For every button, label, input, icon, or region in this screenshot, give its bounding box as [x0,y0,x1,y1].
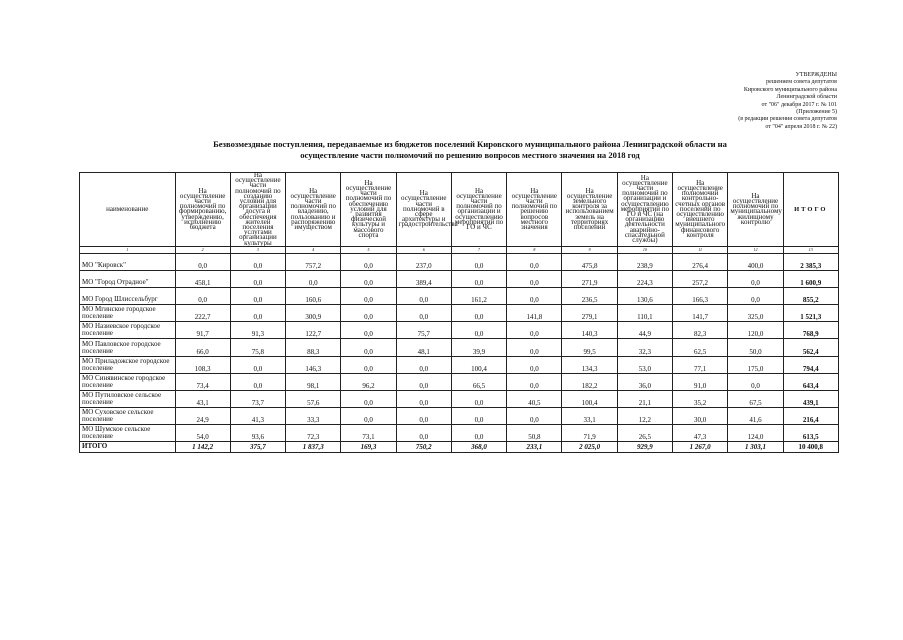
table-cell: 91,0 [673,373,728,390]
approval-line: (в редакции решения совета депутатов [738,116,837,123]
table-cell: 0,0 [341,407,396,424]
table-row [80,321,839,338]
table-cell: 0,0 [451,253,506,270]
table-cell: 0,0 [728,373,783,390]
table-cell: 0,0 [451,321,506,338]
total-cell: 233,1 [507,441,562,452]
table-cell: 33,3 [286,407,341,424]
column-header: На осуществление полномочий по муниципальному жилищному контролю [728,173,783,247]
column-number: 9 [562,246,617,253]
allocation-table [79,172,839,453]
table-cell: 0,0 [341,270,396,287]
table-cell: 0,0 [230,270,285,287]
column-header-total: ИТОГО [783,173,838,247]
table-cell: 175,0 [728,356,783,373]
table-cell: 26,5 [617,424,672,441]
settlement-name: МО Мгинское городское поселение [80,304,176,321]
table-row [80,390,839,407]
table-cell: 325,0 [728,304,783,321]
table-cell: 73,1 [341,424,396,441]
table-row [80,356,839,373]
column-number: 5 [341,246,396,253]
table-cell: 134,3 [562,356,617,373]
table-cell: 279,1 [562,304,617,321]
table-cell: 40,5 [507,390,562,407]
table-cell: 96,2 [341,373,396,390]
column-header: На осуществление части полномочий по созданию условий для организации досуга и обеспечения жителей поселения услугами организации культуры [230,173,285,247]
table-cell: 458,1 [175,270,230,287]
table-cell: 0,0 [230,304,285,321]
column-number: 8 [507,246,562,253]
row-total: 2 385,3 [783,253,838,270]
table-cell: 0,0 [175,287,230,304]
table-cell: 44,9 [617,321,672,338]
table-cell: 0,0 [507,338,562,356]
table-cell: 0,0 [230,287,285,304]
table-cell: 236,5 [562,287,617,304]
table-cell: 50,0 [728,338,783,356]
table-cell: 57,6 [286,390,341,407]
table-row [80,304,839,321]
table-cell: 47,3 [673,424,728,441]
column-number: 10 [617,246,672,253]
row-total: 216,4 [783,407,838,424]
row-total: 1 521,3 [783,304,838,321]
table-cell: 400,0 [728,253,783,270]
total-label: ИТОГО [80,441,176,452]
table-cell: 0,0 [341,390,396,407]
table-cell: 475,8 [562,253,617,270]
column-number: 4 [286,246,341,253]
approval-block [617,72,837,131]
table-cell: 0,0 [396,390,451,407]
table-cell: 122,7 [286,321,341,338]
table-row [80,253,839,270]
table-cell: 224,3 [617,270,672,287]
table-cell: 0,0 [728,270,783,287]
table-row [80,424,839,441]
column-number: 1 [80,246,176,253]
table-cell: 130,6 [617,287,672,304]
table-cell: 0,0 [286,270,341,287]
table-cell: 0,0 [341,253,396,270]
settlement-name: МО Суховское сельское поселение [80,407,176,424]
approval-line: от "04" апреля 2018 г. № 22) [765,123,837,130]
table-cell: 75,7 [396,321,451,338]
table-cell: 0,0 [451,304,506,321]
table-row [80,373,839,390]
column-number: 12 [728,246,783,253]
table-cell: 50,8 [507,424,562,441]
column-number: 13 [783,246,838,253]
table-cell: 53,0 [617,356,672,373]
table-cell: 0,0 [230,356,285,373]
total-cell: 1 837,3 [286,441,341,452]
table-cell: 66,5 [451,373,506,390]
table-cell: 73,7 [230,390,285,407]
table-cell: 0,0 [451,270,506,287]
total-row [80,441,839,452]
table-cell: 0,0 [507,407,562,424]
column-header: На осуществление земельного контроля за использованием земель на территориях поселений [562,173,617,247]
row-total: 613,5 [783,424,838,441]
table-cell: 0,0 [230,373,285,390]
column-header: На осуществление части полномочий по решению вопросов местного значения [507,173,562,247]
table-cell: 24,9 [175,407,230,424]
table-cell: 0,0 [507,321,562,338]
table-cell: 140,3 [562,321,617,338]
grand-total: 10 400,8 [783,441,838,452]
table-cell: 100,4 [451,356,506,373]
table-cell: 0,0 [396,407,451,424]
total-cell: 929,9 [617,441,672,452]
table-cell: 0,0 [396,356,451,373]
table-cell: 0,0 [507,253,562,270]
table-cell: 237,0 [396,253,451,270]
approval-line: Ленинградской области [776,94,837,101]
table-cell: 12,2 [617,407,672,424]
approval-line: решением совета депутатов [766,79,837,86]
table-cell: 120,0 [728,321,783,338]
table-row [80,287,839,304]
table-cell: 91,3 [230,321,285,338]
table-cell: 0,0 [507,270,562,287]
settlement-name: МО Синявинское городское поселение [80,373,176,390]
table-cell: 222,7 [175,304,230,321]
table-cell: 0,0 [230,253,285,270]
table-row [80,407,839,424]
table-cell: 300,9 [286,304,341,321]
total-cell: 1 142,2 [175,441,230,452]
table-cell: 0,0 [396,287,451,304]
approval-line: от "06" декабря 2017 г. № 101 [761,101,837,108]
table-cell: 21,1 [617,390,672,407]
table-cell: 88,3 [286,338,341,356]
settlement-name: МО Приладожское городское поселение [80,356,176,373]
table-cell: 0,0 [396,304,451,321]
column-header: На осуществление части полномочий по обеспечению условий для развития физической культуры и массового спорта [341,173,396,247]
column-header: На осуществление части полномочий по организации и осуществлению мероприятий по ГО и ЧС [451,173,506,247]
row-total: 1 600,9 [783,270,838,287]
total-cell: 169,3 [341,441,396,452]
table-cell: 166,3 [673,287,728,304]
column-number: 2 [175,246,230,253]
total-cell: 750,2 [396,441,451,452]
table-cell: 99,5 [562,338,617,356]
table-cell: 0,0 [728,287,783,304]
table-cell: 0,0 [451,407,506,424]
settlement-name: МО "Город Отрадное" [80,270,176,287]
table-cell: 182,2 [562,373,617,390]
total-cell: 2 025,0 [562,441,617,452]
settlement-name: МО Шумское сельское поселение [80,424,176,441]
table-cell: 271,9 [562,270,617,287]
table-cell: 146,3 [286,356,341,373]
row-total: 794,4 [783,356,838,373]
column-number: 11 [673,246,728,253]
table-cell: 757,2 [286,253,341,270]
table-cell: 0,0 [341,304,396,321]
table-cell: 124,0 [728,424,783,441]
row-total: 855,2 [783,287,838,304]
table-cell: 66,0 [175,338,230,356]
column-header-name: наименование [80,173,176,247]
column-number-row [80,246,839,253]
table-cell: 0,0 [341,321,396,338]
table-cell: 32,3 [617,338,672,356]
table-cell: 82,3 [673,321,728,338]
table-cell: 0,0 [396,424,451,441]
table-row [80,338,839,356]
table-cell: 110,1 [617,304,672,321]
table-cell: 100,4 [562,390,617,407]
table-cell: 141,7 [673,304,728,321]
table-cell: 108,3 [175,356,230,373]
column-header: На осуществление части полномочий по формированию, утверждению, исполнению бюджета [175,173,230,247]
header-row [80,173,839,247]
settlement-name: МО "Кировск" [80,253,176,270]
table-cell: 0,0 [175,253,230,270]
row-total: 562,4 [783,338,838,356]
table-cell: 257,2 [673,270,728,287]
table-cell: 41,6 [728,407,783,424]
total-cell: 368,0 [451,441,506,452]
table-cell: 48,1 [396,338,451,356]
column-number: 7 [451,246,506,253]
table-row [80,270,839,287]
settlement-name: МО Город Шлиссельбург [80,287,176,304]
column-number: 6 [396,246,451,253]
table-cell: 0,0 [451,390,506,407]
table-cell: 62,5 [673,338,728,356]
column-header: На осуществление полномочий контрольно-счетных органов поселений по осуществлению внешнего муниципального финансового контроля [673,173,728,247]
table-cell: 91,7 [175,321,230,338]
table-cell: 67,5 [728,390,783,407]
table-cell: 30,0 [673,407,728,424]
table-cell: 0,0 [341,287,396,304]
table-cell: 75,8 [230,338,285,356]
total-cell: 1 303,1 [728,441,783,452]
settlement-name: МО Путиловское сельское поселение [80,390,176,407]
table-cell: 33,1 [562,407,617,424]
table-cell: 0,0 [507,287,562,304]
row-total: 768,9 [783,321,838,338]
column-header: На осуществление части полномочий в сфере архитектуры и градостроительства [396,173,451,247]
table-cell: 160,6 [286,287,341,304]
row-total: 439,1 [783,390,838,407]
table-cell: 93,6 [230,424,285,441]
table-cell: 41,3 [230,407,285,424]
table-cell: 0,0 [507,373,562,390]
table-cell: 0,0 [396,373,451,390]
total-cell: 375,7 [230,441,285,452]
document-title: Безвозмездные поступления, передаваемые из бюджетов поселений Кировского муниципального района Ленинградской области на осуществление части полномочий по решению вопросов местного значения на 2018 год [213,139,727,160]
approval-line: УТВЕРЖДЕНЫ [795,72,837,78]
settlement-name: МО Назиевское городское поселение [80,321,176,338]
table-cell: 39,9 [451,338,506,356]
approval-line: (Приложение 5) [796,109,837,116]
table-cell: 77,1 [673,356,728,373]
table-cell: 73,4 [175,373,230,390]
table-cell: 0,0 [451,424,506,441]
table-cell: 43,1 [175,390,230,407]
column-header: На осуществление части полномочий по организации и осуществлению мероприятий по ГО и ЧС (на организацию деятельности аварийно-спасательной службы) [617,173,672,247]
row-total: 643,4 [783,373,838,390]
table-cell: 35,2 [673,390,728,407]
column-header: На осуществление части полномочий по владению, пользованию и распоряжению имуществом [286,173,341,247]
table-cell: 72,3 [286,424,341,441]
column-number: 3 [230,246,285,253]
table-cell: 276,4 [673,253,728,270]
settlement-name: МО Павловское городское поселение [80,338,176,356]
table-cell: 238,9 [617,253,672,270]
table-cell: 71,9 [562,424,617,441]
table-cell: 36,0 [617,373,672,390]
table-cell: 54,0 [175,424,230,441]
table-cell: 141,8 [507,304,562,321]
total-cell: 1 267,0 [673,441,728,452]
table-cell: 98,1 [286,373,341,390]
table-cell: 0,0 [507,356,562,373]
approval-line: Кировского муниципального района [743,86,837,93]
table-cell: 389,4 [396,270,451,287]
table-cell: 0,0 [341,356,396,373]
table-cell: 0,0 [341,338,396,356]
table-cell: 161,2 [451,287,506,304]
